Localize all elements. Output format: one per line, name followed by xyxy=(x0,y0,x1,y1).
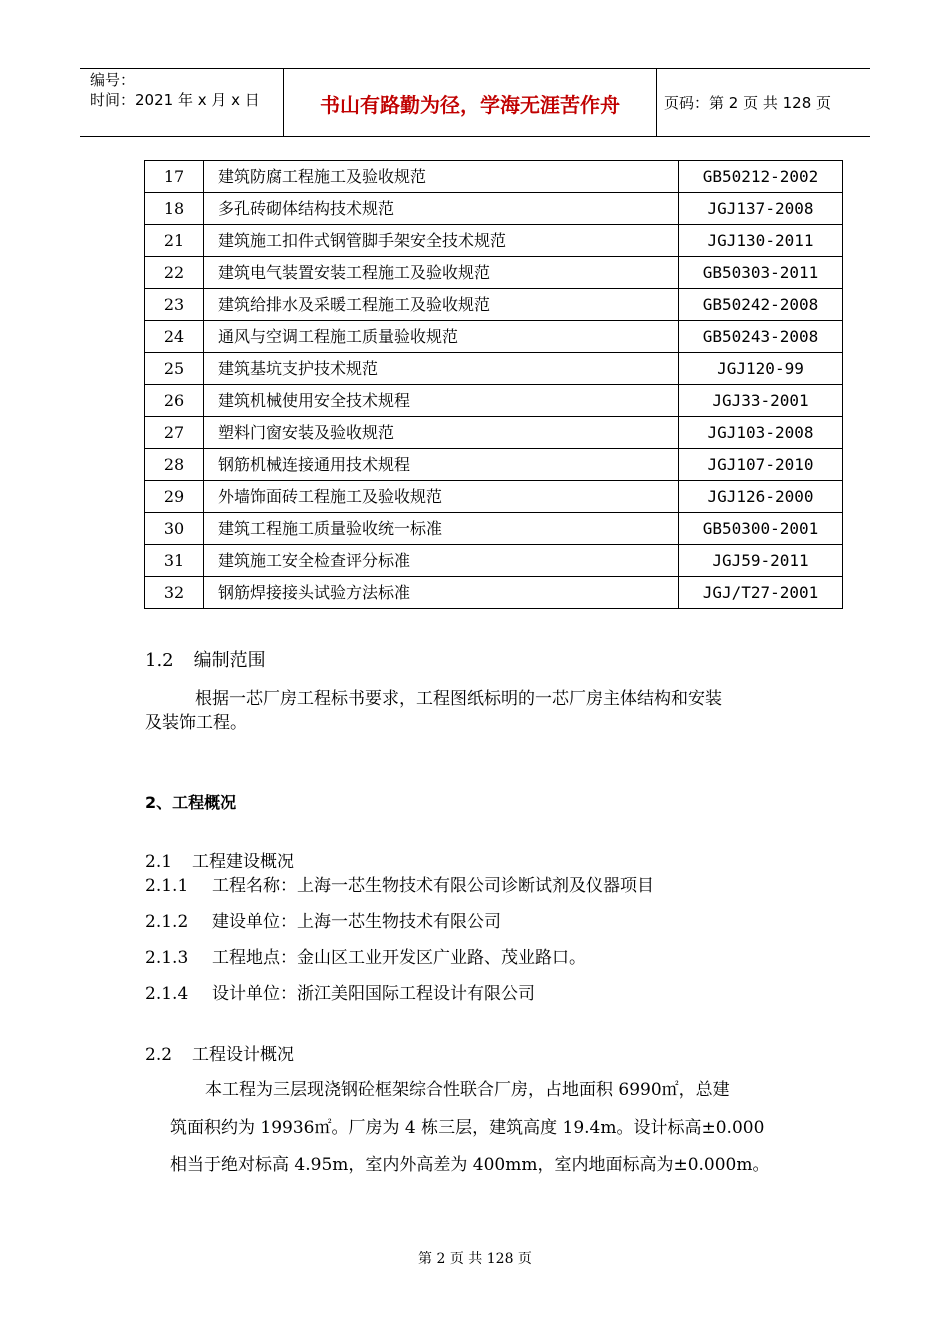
section-number: 2.2 xyxy=(145,1045,173,1065)
header-top-rule xyxy=(80,68,870,69)
table-row xyxy=(145,481,843,513)
table-row xyxy=(145,545,843,577)
table-row xyxy=(145,385,843,417)
list-item xyxy=(145,948,586,968)
standard-number-cell: 23 xyxy=(145,289,204,321)
header-page-info: 页码：第 2 页 共 128 页 xyxy=(664,94,832,112)
standard-name-cell: 外墙饰面砖工程施工及验收规范 xyxy=(204,481,679,513)
standard-number-cell: 29 xyxy=(145,481,204,513)
standard-code-cell: GB50303-2011 xyxy=(679,257,843,289)
section-2-2-paragraph-line1: 本工程为三层现浇钢砼框架综合性联合厂房，占地面积 6990㎡，总建 xyxy=(205,1080,730,1100)
section-title: 工程建设概况 xyxy=(192,852,295,872)
standard-number-cell: 27 xyxy=(145,417,204,449)
standard-code-cell: JGJ137-2008 xyxy=(679,193,843,225)
standard-name-cell: 钢筋焊接接头试验方法标准 xyxy=(204,577,679,609)
header-serial-label: 编号： xyxy=(90,71,136,89)
section-2-2-heading xyxy=(145,1045,294,1065)
standard-number-cell: 26 xyxy=(145,385,204,417)
standard-code-cell: GB50300-2001 xyxy=(679,513,843,545)
section-1-2-heading xyxy=(145,651,266,671)
standard-code-cell: GB50242-2008 xyxy=(679,289,843,321)
standard-code-cell: GB50212-2002 xyxy=(679,161,843,193)
header-slogan: 书山有路勤为径，学海无涯苦作舟 xyxy=(320,93,620,117)
table-row xyxy=(145,577,843,609)
standard-code-cell: GB50243-2008 xyxy=(679,321,843,353)
table-row xyxy=(145,257,843,289)
section-2-2-paragraph-line2: 筑面积约为 19936㎡。厂房为 4 栋三层，建筑高度 19.4m。设计标高±0.000 xyxy=(170,1118,765,1138)
list-item xyxy=(145,876,654,896)
list-item xyxy=(145,984,535,1004)
standard-name-cell: 通风与空调工程施工质量验收规范 xyxy=(204,321,679,353)
item-text: 工程名称：上海一芯生物技术有限公司诊断试剂及仪器项目 xyxy=(212,876,654,896)
item-number: 2.1.3 xyxy=(145,948,189,968)
standard-name-cell: 塑料门窗安装及验收规范 xyxy=(204,417,679,449)
standard-code-cell: JGJ33-2001 xyxy=(679,385,843,417)
standard-name-cell: 建筑防腐工程施工及验收规范 xyxy=(204,161,679,193)
standard-code-cell: JGJ/T27-2001 xyxy=(679,577,843,609)
header-divider-right xyxy=(656,69,657,137)
standard-name-cell: 建筑施工扣件式钢管脚手架安全技术规范 xyxy=(204,225,679,257)
standards-table xyxy=(144,160,843,609)
header-time-label: 时间：2021 年 x 月 x 日 xyxy=(90,91,260,109)
standard-code-cell: JGJ59-2011 xyxy=(679,545,843,577)
table-row xyxy=(145,513,843,545)
table-row xyxy=(145,417,843,449)
section-title: 工程设计概况 xyxy=(192,1045,295,1065)
table-row xyxy=(145,161,843,193)
section-1-2-paragraph-line1: 根据一芯厂房工程标书要求，工程图纸标明的一芯厂房主体结构和安装 xyxy=(195,689,722,709)
standard-code-cell: JGJ103-2008 xyxy=(679,417,843,449)
standard-name-cell: 钢筋机械连接通用技术规程 xyxy=(204,449,679,481)
standard-code-cell: JGJ107-2010 xyxy=(679,449,843,481)
section-2-2-paragraph-line3: 相当于绝对标高 4.95m，室内外高差为 400mm，室内地面标高为±0.000m。 xyxy=(170,1155,770,1175)
standard-name-cell: 建筑施工安全检查评分标准 xyxy=(204,545,679,577)
standard-name-cell: 建筑基坑支护技术规范 xyxy=(204,353,679,385)
standard-number-cell: 21 xyxy=(145,225,204,257)
standard-number-cell: 18 xyxy=(145,193,204,225)
standard-number-cell: 32 xyxy=(145,577,204,609)
standard-name-cell: 多孔砖砌体结构技术规范 xyxy=(204,193,679,225)
item-text: 设计单位：浙江美阳国际工程设计有限公司 xyxy=(212,984,535,1004)
standard-code-cell: JGJ120-99 xyxy=(679,353,843,385)
item-number: 2.1.1 xyxy=(145,876,189,896)
standard-number-cell: 24 xyxy=(145,321,204,353)
standard-number-cell: 31 xyxy=(145,545,204,577)
table-row xyxy=(145,225,843,257)
section-number: 1.2 xyxy=(145,650,174,671)
item-text: 工程地点：金山区工业开发区广业路、茂业路口。 xyxy=(212,948,586,968)
standards-table-body xyxy=(145,161,843,609)
table-row xyxy=(145,449,843,481)
section-title: 编制范围 xyxy=(193,650,266,671)
item-number: 2.1.2 xyxy=(145,912,189,932)
standard-number-cell: 30 xyxy=(145,513,204,545)
standard-code-cell: JGJ126-2000 xyxy=(679,481,843,513)
standard-name-cell: 建筑给排水及采暖工程施工及验收规范 xyxy=(204,289,679,321)
standard-number-cell: 22 xyxy=(145,257,204,289)
section-2-heading: 2、工程概况 xyxy=(145,793,237,812)
standard-name-cell: 建筑机械使用安全技术规程 xyxy=(204,385,679,417)
list-item xyxy=(145,912,501,932)
standard-name-cell: 建筑电气装置安装工程施工及验收规范 xyxy=(204,257,679,289)
standard-number-cell: 28 xyxy=(145,449,204,481)
section-2-1-heading xyxy=(145,852,294,872)
page-footer: 第 2 页 共 128 页 xyxy=(418,1251,532,1267)
standard-number-cell: 17 xyxy=(145,161,204,193)
section-number: 2.1 xyxy=(145,852,173,872)
table-row xyxy=(145,193,843,225)
item-text: 建设单位：上海一芯生物技术有限公司 xyxy=(212,912,501,932)
table-row xyxy=(145,321,843,353)
standard-name-cell: 建筑工程施工质量验收统一标准 xyxy=(204,513,679,545)
header-bottom-rule xyxy=(80,136,870,137)
standard-number-cell: 25 xyxy=(145,353,204,385)
item-number: 2.1.4 xyxy=(145,984,189,1004)
table-row xyxy=(145,289,843,321)
section-1-2-paragraph-line2: 及装饰工程。 xyxy=(145,713,247,733)
standard-code-cell: JGJ130-2011 xyxy=(679,225,843,257)
table-row xyxy=(145,353,843,385)
